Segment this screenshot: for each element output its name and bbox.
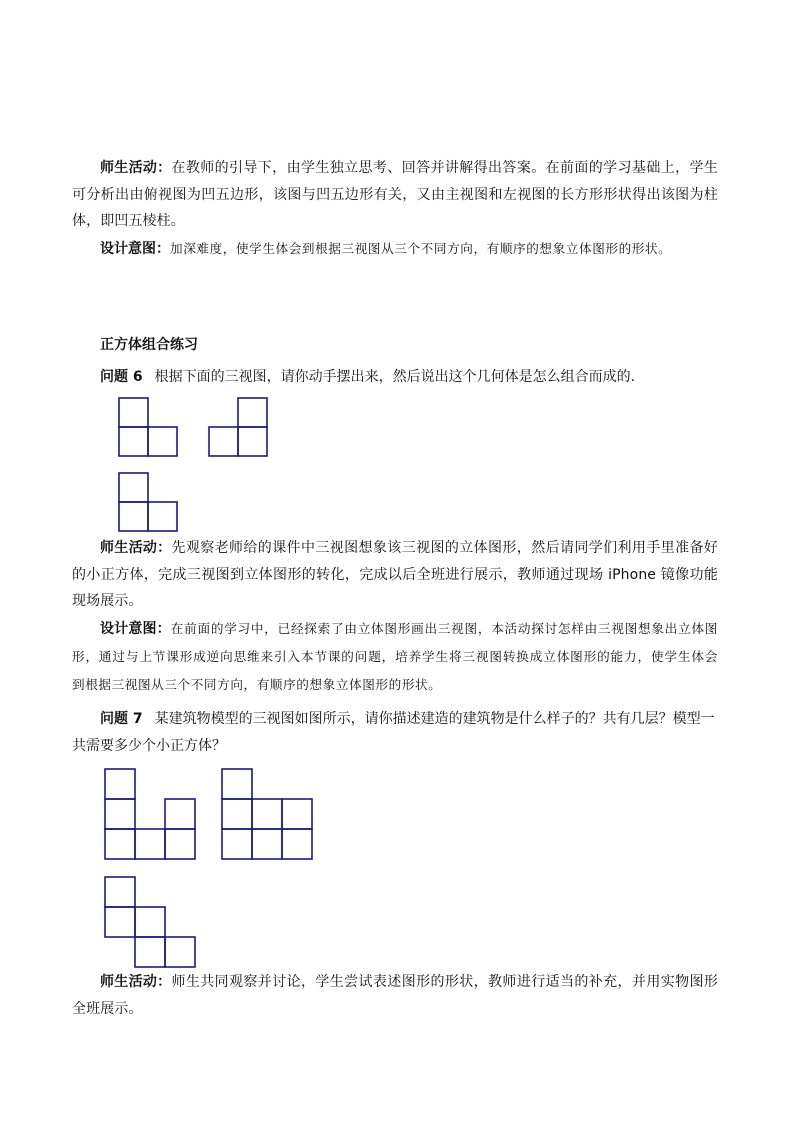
problem7-left-view: [222, 769, 314, 861]
square: [222, 829, 252, 859]
problem6-front-view: [119, 398, 179, 458]
activity-label: 师生活动：: [100, 160, 172, 176]
square: [105, 769, 135, 799]
design-intent-2: [72, 615, 718, 699]
teacher-student-activity-3: [72, 969, 718, 1022]
design-text: 加深难度，使学生体会到根据三视图从三个不同方向，有顺序的想象立体图形的形状。: [170, 241, 672, 256]
square: [119, 427, 148, 456]
problem-label: 问题 6: [100, 369, 143, 385]
activity-label: 师生活动：: [100, 974, 172, 990]
problem7-top-view: [105, 877, 197, 969]
square: [148, 427, 177, 456]
square: [165, 937, 195, 967]
square: [148, 502, 177, 531]
problem6-left-view: [209, 398, 269, 458]
square: [165, 799, 195, 829]
square: [105, 799, 135, 829]
square: [119, 502, 148, 531]
square: [119, 473, 148, 502]
activity-label: 师生活动：: [100, 540, 172, 556]
square: [252, 799, 282, 829]
square: [135, 907, 165, 937]
square: [222, 799, 252, 829]
problem-text: 某建筑物模型的三视图如图所示，请你描述建造的建筑物是什么样子的？共有几层？模型一共需要多少个小正方体？: [72, 711, 715, 754]
square: [105, 877, 135, 907]
problem-6: [72, 364, 718, 391]
problem-text: 根据下面的三视图，请你动手摆出来，然后说出这个几何体是怎么组合而成的.: [154, 369, 636, 385]
activity-text: 师生共同观察并讨论，学生尝试表述图形的形状，教师进行适当的补充，并用实物图形全班展示。: [72, 974, 718, 1017]
square: [119, 398, 148, 427]
activity-text: 先观察老师给的课件中三视图想象该三视图的立体图形，然后请同学们利用手里准备好的小正方体，完成三视图到立体图形的转化，完成以后全班进行展示，教师通过现场 iPhone 镜像功能现场展示。: [72, 540, 718, 609]
teacher-student-activity-1: [72, 155, 718, 235]
square: [209, 427, 238, 456]
design-label: 设计意图：: [100, 621, 171, 637]
square: [135, 937, 165, 967]
design-label: 设计意图：: [100, 241, 170, 257]
square: [238, 398, 267, 427]
design-text: 在前面的学习中，已经探索了由立体图形画出三视图，本活动探讨怎样由三视图想象出立体图形，通过与上节课形成逆向思维来引入本节课的问题，培养学生将三视图转换成立体图形的能力，使学生体会到根据三视图从三个不同方向，有顺序的想象立体图形的形状。: [72, 621, 719, 692]
square: [165, 829, 195, 859]
square: [135, 829, 165, 859]
square: [252, 829, 282, 859]
problem7-front-view: [105, 769, 197, 861]
teacher-student-activity-2: [72, 535, 718, 615]
square: [105, 829, 135, 859]
square: [222, 769, 252, 799]
activity-text: 在教师的引导下，由学生独立思考、回答并讲解得出答案。在前面的学习基础上，学生可分析出由俯视图为凹五边形，该图与凹五边形有关，又由主视图和左视图的长方形形状得出该图为柱体，即凹五棱柱。: [72, 160, 718, 229]
section-heading: 正方体组合练习: [100, 337, 198, 353]
square: [105, 907, 135, 937]
problem-7: [72, 706, 718, 759]
design-intent-1: [72, 235, 718, 263]
square: [282, 829, 312, 859]
square: [282, 799, 312, 829]
square: [238, 427, 267, 456]
problem6-top-view: [119, 473, 179, 533]
problem-label: 问题 7: [100, 711, 143, 727]
